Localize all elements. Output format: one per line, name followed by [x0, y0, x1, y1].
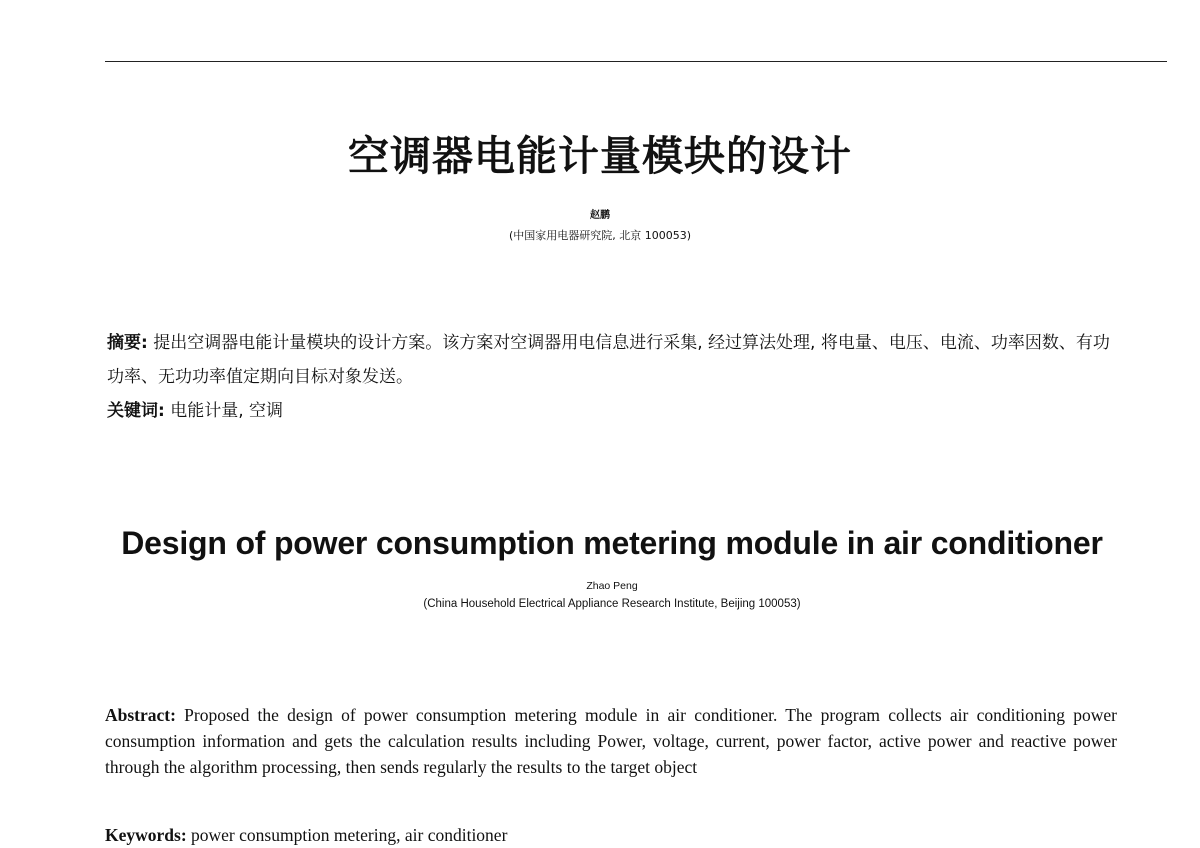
english-affiliation: (China Household Electrical Appliance Research Institute, Beijing 100053)	[423, 598, 801, 610]
chinese-abstract-label: 摘要:	[107, 333, 148, 353]
chinese-abstract	[107, 326, 1117, 394]
chinese-keywords-text: 电能计量, 空调	[164, 401, 284, 421]
english-abstract	[105, 702, 1117, 780]
english-title: Design of power consumption metering module in air conditioner	[121, 525, 1103, 561]
english-keywords-label: Keywords:	[105, 825, 187, 845]
chinese-title: 空调器电能计量模块的设计	[348, 132, 852, 180]
english-abstract-text: Proposed the design of power consumption metering module in air conditioner. The program collects air conditioning power consumption information and gets the calculation results including Power, voltage, current, power factor, active power and reactive power through the algorithm processing, then sends regularly the results to the target object	[105, 705, 1117, 777]
chinese-abstract-text: 提出空调器电能计量模块的设计方案。该方案对空调器用电信息进行采集, 经过算法处理, 将电量、电压、电流、功率因数、有功功率、无功功率值定期向目标对象发送。	[107, 333, 1110, 387]
header-rule	[105, 61, 1167, 62]
english-abstract-label: Abstract:	[105, 705, 176, 725]
chinese-affiliation: (中国家用电器研究院, 北京 100053)	[508, 229, 692, 242]
chinese-author: 赵鹏	[590, 210, 610, 221]
english-author: Zhao Peng	[586, 580, 638, 592]
chinese-keywords-label: 关键词:	[107, 401, 165, 421]
english-keywords	[105, 822, 507, 848]
english-keywords-text: power consumption metering, air conditioner	[186, 825, 508, 845]
chinese-keywords	[107, 396, 283, 426]
